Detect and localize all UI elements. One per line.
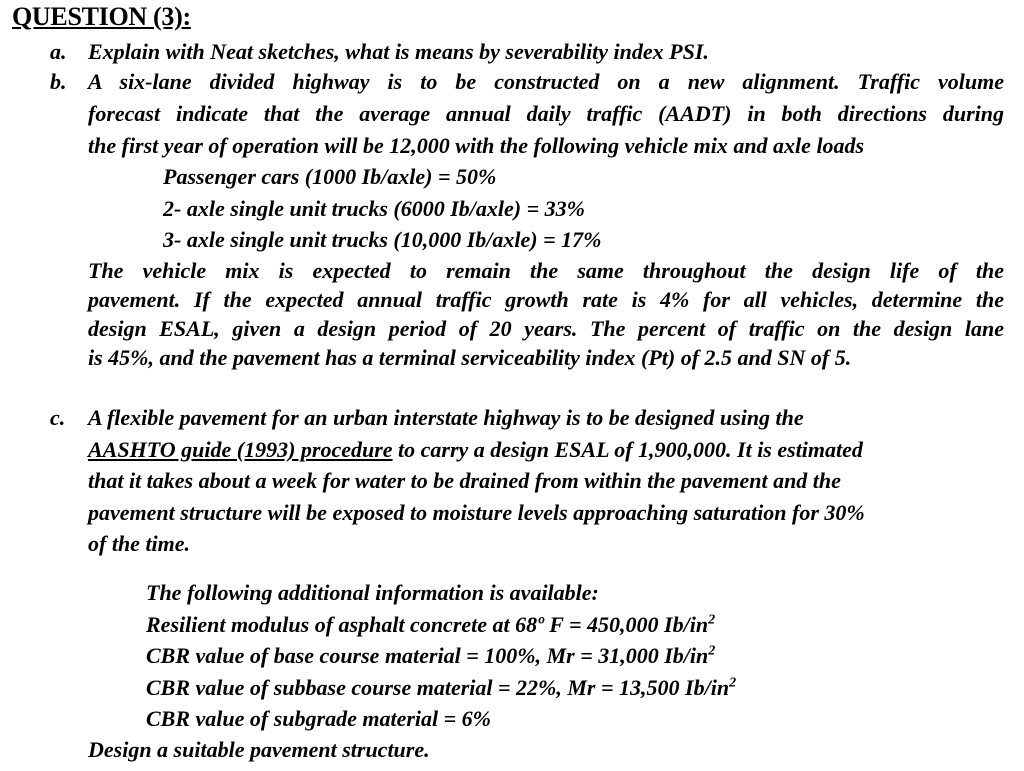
question-title: QUESTION (3):: [12, 2, 191, 31]
superscript: 2: [708, 643, 716, 659]
part-b-marker: b.: [50, 69, 67, 94]
part-c-line-rest: to carry a design ESAL of 1,900,000. It is estimated: [392, 437, 863, 462]
superscript: 2: [708, 612, 716, 628]
vehicle-mix-item: 3- axle single unit trucks (10,000 Ib/axle) = 17%: [163, 227, 602, 252]
info-heading: The following additional information is available:: [146, 580, 599, 605]
aashto-reference: AASHTO guide (1993) procedure: [88, 437, 393, 462]
part-c-line: A flexible pavement for an urban interstate highway is to be designed using the: [88, 405, 804, 430]
base-cbr-text: CBR value of base course material = 100%, Mr = 31,000 Ib/in: [146, 643, 709, 668]
part-b-closing-line: is 45%, and the pavement has a terminal serviceability index (Pt) of 2.5 and SN of 5.: [88, 345, 852, 370]
part-c-line: of the time.: [88, 531, 191, 556]
vehicle-mix-item: Passenger cars (1000 Ib/axle) = 50%: [163, 164, 497, 189]
vehicle-mix-item: 2- axle single unit trucks (6000 Ib/axle) = 33%: [163, 196, 585, 221]
part-b-closing-line: pavement. If the expected annual traffic growth rate is 4% for all vehicles, determine the: [88, 287, 1004, 312]
info-item: CBR value of subgrade material = 6%: [146, 706, 491, 731]
part-a-marker: a.: [50, 39, 67, 64]
superscript: 2: [729, 675, 737, 691]
part-b-intro-line: forecast indicate that the average annual daily traffic (AADT) in both directions during: [88, 101, 1004, 126]
part-c-line: that it takes about a week for water to be drained from within the pavement and the: [88, 468, 841, 493]
part-a-text: Explain with Neat sketches, what is means by severability index PSI.: [88, 39, 709, 64]
part-c-line: [88, 435, 863, 465]
part-b-intro-line: A six-lane divided highway is to be constructed on a new alignment. Traffic volume: [88, 69, 1004, 94]
resilient-modulus-text: Resilient modulus of asphalt concrete at 68º F = 450,000 Ib/in: [146, 612, 709, 637]
part-c-marker: c.: [50, 405, 66, 430]
part-c-line: pavement structure will be exposed to moisture levels approaching saturation for 30%: [88, 500, 865, 525]
info-item: [146, 641, 715, 671]
part-c-closing: Design a suitable pavement structure.: [88, 737, 430, 762]
subbase-cbr-text: CBR value of subbase course material = 22%, Mr = 13,500 Ib/in: [146, 675, 730, 700]
part-b-intro-line: the first year of operation will be 12,000 with the following vehicle mix and axle loads: [88, 133, 865, 158]
info-item: [146, 610, 715, 640]
part-b-closing-line: The vehicle mix is expected to remain the same throughout the design life of the: [88, 258, 1004, 283]
info-item: [146, 673, 736, 703]
part-b-closing-line: design ESAL, given a design period of 20 years. The percent of traffic on the design lane: [88, 316, 1004, 341]
